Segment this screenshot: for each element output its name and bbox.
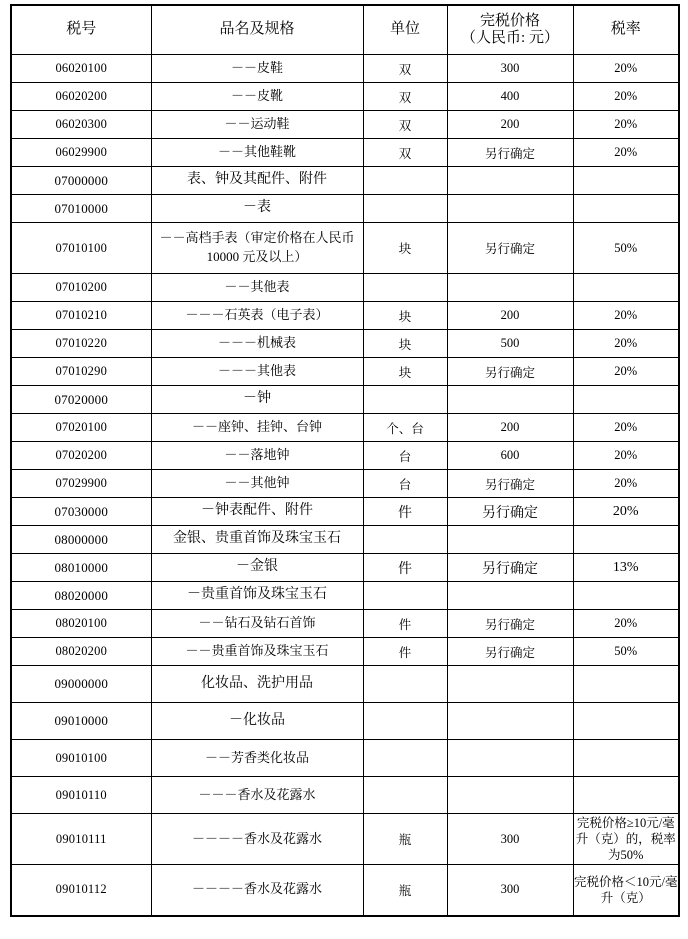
cell-rate: 完税价格≥10元/毫升（克）的，税率为50%	[573, 814, 679, 865]
cell-tax-code: 06020300	[11, 111, 151, 139]
table-row	[11, 526, 679, 554]
cell-rate: 20%	[573, 55, 679, 83]
cell-tax-code: 07010220	[11, 330, 151, 358]
header-rate: 税率	[573, 5, 679, 55]
cell-rate: 20%	[573, 610, 679, 638]
header-code: 税号	[11, 5, 151, 55]
table-row	[11, 139, 679, 167]
cell-unit	[363, 777, 447, 814]
cell-item-name: －－其他钟	[151, 470, 363, 498]
cell-item-name: －－钻石及钻石首饰	[151, 610, 363, 638]
cell-tax-code: 07020100	[11, 414, 151, 442]
cell-unit: 件	[363, 610, 447, 638]
table-row	[11, 414, 679, 442]
cell-item-name: －化妆品	[151, 703, 363, 740]
table-row	[11, 274, 679, 302]
cell-item-name: －表	[151, 195, 363, 223]
cell-tax-code: 09010111	[11, 814, 151, 865]
header-price-line2: （人民币: 元）	[461, 30, 559, 46]
cell-item-name: －－座钟、挂钟、台钟	[151, 414, 363, 442]
table-row	[11, 83, 679, 111]
table-row	[11, 386, 679, 414]
cell-price: 300	[447, 55, 573, 83]
table-row	[11, 610, 679, 638]
cell-price: 另行确定	[447, 638, 573, 666]
cell-price: 500	[447, 330, 573, 358]
cell-price: 300	[447, 865, 573, 916]
table-row	[11, 666, 679, 703]
cell-unit	[363, 274, 447, 302]
cell-unit: 块	[363, 358, 447, 386]
cell-item-name: －贵重首饰及珠宝玉石	[151, 582, 363, 610]
cell-rate: 20%	[573, 111, 679, 139]
cell-item-name: －钟表配件、附件	[151, 498, 363, 526]
cell-unit	[363, 526, 447, 554]
table-body	[11, 55, 679, 916]
cell-item-name: －－－香水及花露水	[151, 777, 363, 814]
cell-tax-code: 07029900	[11, 470, 151, 498]
cell-price	[447, 666, 573, 703]
cell-item-name: 表、钟及其配件、附件	[151, 167, 363, 195]
cell-unit	[363, 582, 447, 610]
cell-price: 200	[447, 302, 573, 330]
cell-price	[447, 274, 573, 302]
table-row	[11, 302, 679, 330]
table-row	[11, 195, 679, 223]
cell-unit: 双	[363, 55, 447, 83]
cell-item-name: －－－－香水及花露水	[151, 865, 363, 916]
cell-unit	[363, 703, 447, 740]
header-name: 品名及规格	[151, 5, 363, 55]
cell-price: 400	[447, 83, 573, 111]
cell-unit: 块	[363, 223, 447, 274]
cell-tax-code: 06029900	[11, 139, 151, 167]
cell-item-name: －－皮鞋	[151, 55, 363, 83]
cell-rate: 20%	[573, 414, 679, 442]
cell-price: 另行确定	[447, 554, 573, 582]
cell-tax-code: 07020000	[11, 386, 151, 414]
cell-item-name: －－芳香类化妆品	[151, 740, 363, 777]
table-row	[11, 740, 679, 777]
cell-tax-code: 09010110	[11, 777, 151, 814]
table-row	[11, 330, 679, 358]
cell-item-name: －－贵重首饰及珠宝玉石	[151, 638, 363, 666]
cell-price: 另行确定	[447, 358, 573, 386]
table-row	[11, 55, 679, 83]
header-price	[447, 5, 573, 55]
table-row	[11, 167, 679, 195]
cell-price: 200	[447, 414, 573, 442]
cell-unit: 双	[363, 139, 447, 167]
cell-tax-code: 09010100	[11, 740, 151, 777]
cell-tax-code: 08010000	[11, 554, 151, 582]
cell-price	[447, 777, 573, 814]
cell-price	[447, 386, 573, 414]
table-header	[11, 5, 679, 55]
cell-item-name: －钟	[151, 386, 363, 414]
cell-rate: 20%	[573, 470, 679, 498]
cell-rate: 完税价格＜10元/毫升（克）	[573, 865, 679, 916]
cell-item-name: －－－其他表	[151, 358, 363, 386]
cell-tax-code: 07010290	[11, 358, 151, 386]
cell-tax-code: 07010200	[11, 274, 151, 302]
cell-unit	[363, 740, 447, 777]
cell-rate: 50%	[573, 223, 679, 274]
cell-price: 另行确定	[447, 470, 573, 498]
cell-unit: 双	[363, 111, 447, 139]
cell-tax-code: 06020100	[11, 55, 151, 83]
table-row	[11, 638, 679, 666]
table-row	[11, 554, 679, 582]
cell-rate	[573, 526, 679, 554]
cell-tax-code: 08020000	[11, 582, 151, 610]
header-unit: 单位	[363, 5, 447, 55]
cell-rate	[573, 666, 679, 703]
cell-tax-code: 07010210	[11, 302, 151, 330]
table-row	[11, 470, 679, 498]
cell-unit	[363, 195, 447, 223]
cell-price: 另行确定	[447, 498, 573, 526]
cell-unit: 件	[363, 554, 447, 582]
cell-rate	[573, 740, 679, 777]
table-row	[11, 111, 679, 139]
cell-rate	[573, 386, 679, 414]
cell-rate: 20%	[573, 302, 679, 330]
cell-price: 另行确定	[447, 610, 573, 638]
table-row	[11, 358, 679, 386]
cell-unit	[363, 386, 447, 414]
cell-tax-code: 09010112	[11, 865, 151, 916]
cell-item-name: 金银、贵重首饰及珠宝玉石	[151, 526, 363, 554]
cell-tax-code: 08000000	[11, 526, 151, 554]
header-price-line1: 完税价格	[479, 12, 540, 29]
cell-item-name: －－落地钟	[151, 442, 363, 470]
cell-rate: 20%	[573, 83, 679, 111]
cell-rate: 20%	[573, 358, 679, 386]
cell-item-name: －－皮靴	[151, 83, 363, 111]
cell-unit: 块	[363, 330, 447, 358]
cell-item-name: －－其他鞋靴	[151, 139, 363, 167]
cell-unit: 件	[363, 498, 447, 526]
cell-rate	[573, 167, 679, 195]
cell-rate: 13%	[573, 554, 679, 582]
cell-tax-code: 07010100	[11, 223, 151, 274]
cell-item-name: －－－石英表（电子表）	[151, 302, 363, 330]
cell-unit	[363, 167, 447, 195]
cell-unit: 个、台	[363, 414, 447, 442]
table-row	[11, 223, 679, 274]
cell-item-name: －－高档手表（审定价格在人民币 10000 元及以上）	[151, 223, 363, 274]
cell-tax-code: 07020200	[11, 442, 151, 470]
table-row	[11, 498, 679, 526]
cell-unit: 双	[363, 83, 447, 111]
cell-item-name: －－其他表	[151, 274, 363, 302]
cell-tax-code: 06020200	[11, 83, 151, 111]
cell-rate: 20%	[573, 139, 679, 167]
cell-price	[447, 740, 573, 777]
cell-price: 200	[447, 111, 573, 139]
cell-tax-code: 07010000	[11, 195, 151, 223]
cell-unit: 台	[363, 470, 447, 498]
table-row	[11, 814, 679, 865]
table-row	[11, 777, 679, 814]
cell-rate	[573, 703, 679, 740]
cell-tax-code: 07000000	[11, 167, 151, 195]
table-row	[11, 703, 679, 740]
table-row	[11, 582, 679, 610]
cell-rate	[573, 274, 679, 302]
cell-price	[447, 526, 573, 554]
cell-rate: 20%	[573, 442, 679, 470]
cell-rate: 20%	[573, 498, 679, 526]
cell-rate	[573, 582, 679, 610]
cell-unit: 件	[363, 638, 447, 666]
cell-unit: 块	[363, 302, 447, 330]
cell-rate	[573, 777, 679, 814]
cell-item-name: －金银	[151, 554, 363, 582]
cell-item-name: －－运动鞋	[151, 111, 363, 139]
cell-tax-code: 08020100	[11, 610, 151, 638]
cell-unit: 瓶	[363, 814, 447, 865]
cell-tax-code: 08020200	[11, 638, 151, 666]
cell-price	[447, 703, 573, 740]
cell-tax-code: 09000000	[11, 666, 151, 703]
cell-unit	[363, 666, 447, 703]
cell-item-name: －－－机械表	[151, 330, 363, 358]
cell-rate: 50%	[573, 638, 679, 666]
cell-price: 600	[447, 442, 573, 470]
cell-unit: 瓶	[363, 865, 447, 916]
cell-price	[447, 582, 573, 610]
cell-unit: 台	[363, 442, 447, 470]
cell-price: 另行确定	[447, 139, 573, 167]
cell-tax-code: 07030000	[11, 498, 151, 526]
table-row	[11, 865, 679, 916]
table-row	[11, 442, 679, 470]
cell-price	[447, 195, 573, 223]
cell-rate	[573, 195, 679, 223]
cell-price	[447, 167, 573, 195]
cell-price: 300	[447, 814, 573, 865]
cell-item-name: 化妆品、洗护用品	[151, 666, 363, 703]
tariff-table	[10, 4, 680, 917]
cell-item-name: －－－－香水及花露水	[151, 814, 363, 865]
cell-rate: 20%	[573, 330, 679, 358]
cell-tax-code: 09010000	[11, 703, 151, 740]
cell-price: 另行确定	[447, 223, 573, 274]
